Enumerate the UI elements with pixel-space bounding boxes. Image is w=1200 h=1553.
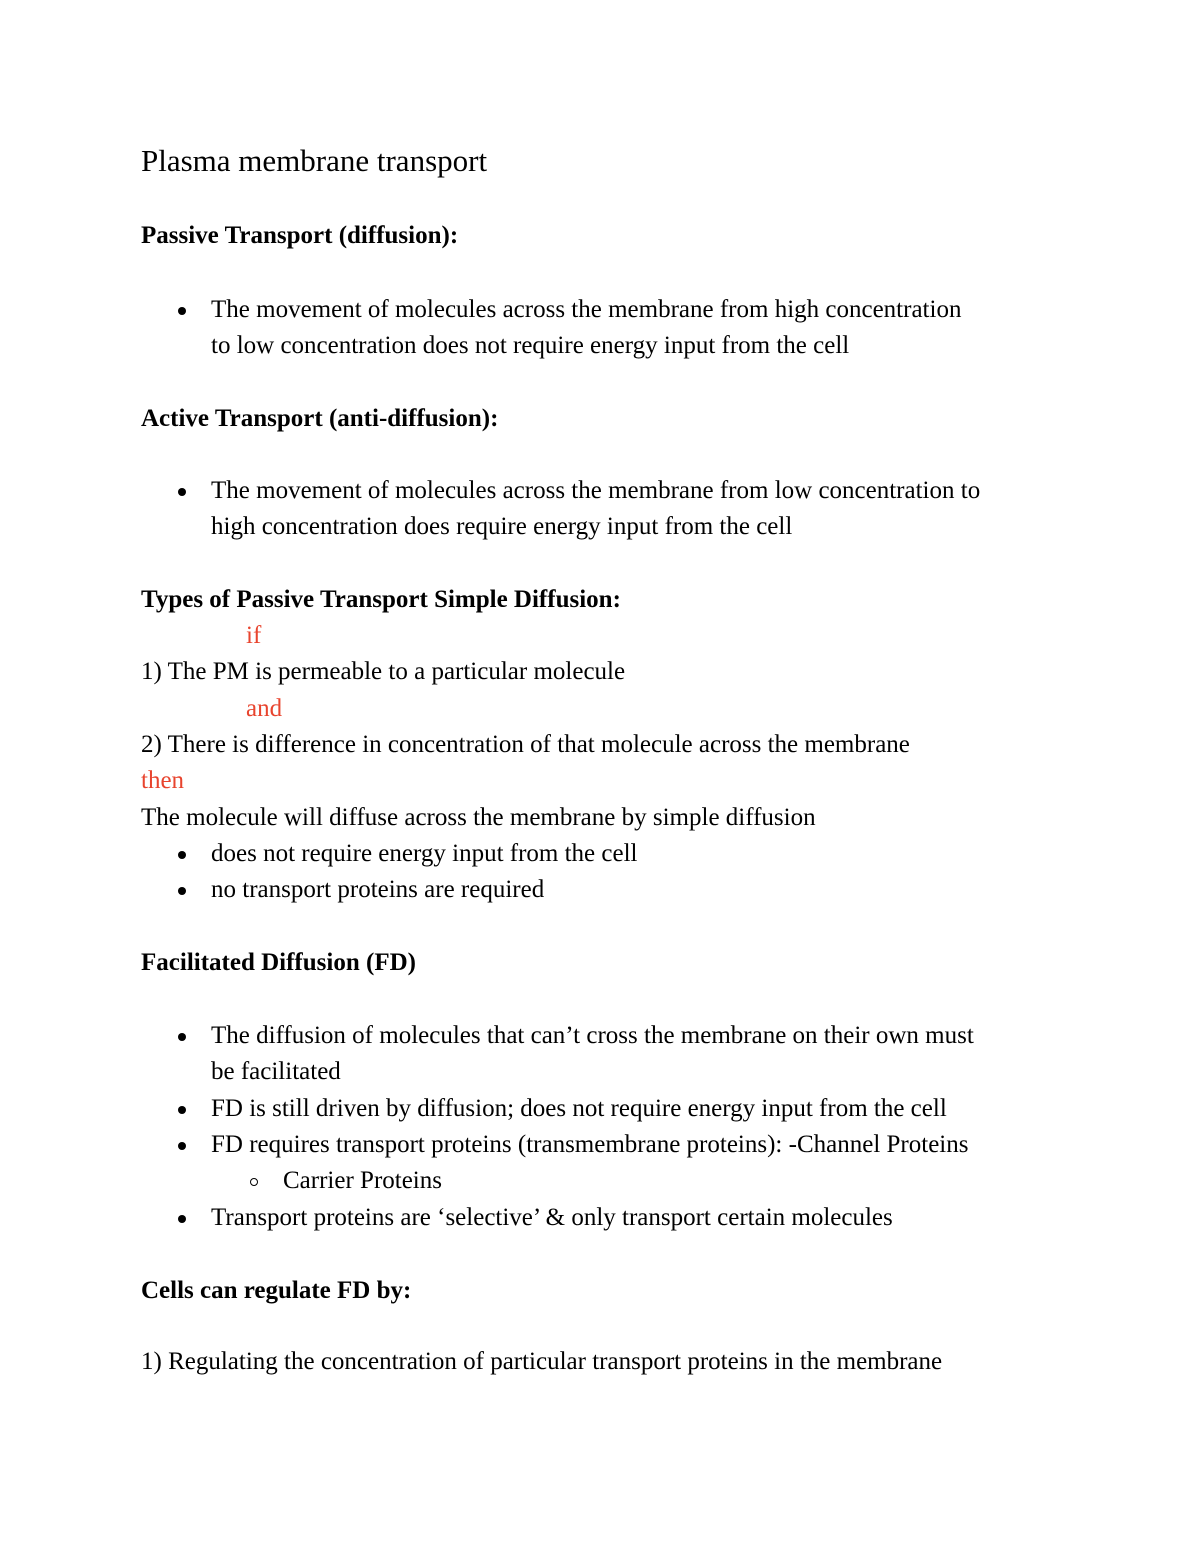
active-bullet-line1: The movement of molecules across the membrane from low concentration to bbox=[211, 477, 981, 504]
active-bullet-line2: high concentration does require energy input from the cell bbox=[211, 513, 793, 540]
then-word: then bbox=[141, 767, 185, 794]
bullet-icon bbox=[178, 307, 186, 315]
bullet-icon bbox=[178, 488, 186, 496]
fd-bullet-1-line2: be facilitated bbox=[211, 1058, 341, 1085]
passive-bullet-line2: to low concentration does not require energy input from the cell bbox=[211, 332, 850, 359]
bullet-icon bbox=[178, 851, 186, 859]
bullet-icon bbox=[178, 1215, 186, 1223]
bullet-icon bbox=[178, 1033, 186, 1041]
passive-heading: Passive Transport (diffusion): bbox=[141, 222, 459, 249]
passive-bullet-line1: The movement of molecules across the membrane from high concentration bbox=[211, 296, 962, 323]
regulate-item-1: 1) Regulating the concentration of particular transport proteins in the membrane bbox=[141, 1348, 943, 1375]
condition-2: 2) There is difference in concentration of that molecule across the membrane bbox=[141, 731, 910, 758]
if-word: if bbox=[246, 622, 262, 649]
facilitated-heading: Facilitated Diffusion (FD) bbox=[141, 949, 416, 976]
fd-bullet-2: FD is still driven by diffusion; does not require energy input from the cell bbox=[211, 1095, 947, 1122]
page-title: Plasma membrane transport bbox=[141, 143, 488, 178]
fd-bullet-3: FD requires transport proteins (transmembrane proteins): -Channel Proteins bbox=[211, 1131, 969, 1158]
fd-bullet-4: Transport proteins are ‘selective’ & only transport certain molecules bbox=[211, 1204, 893, 1231]
fd-sub-bullet: Carrier Proteins bbox=[283, 1167, 442, 1194]
active-heading: Active Transport (anti-diffusion): bbox=[141, 405, 499, 432]
types-heading: Types of Passive Transport Simple Diffusion: bbox=[141, 586, 621, 613]
fd-bullet-1-line1: The diffusion of molecules that can’t cross the membrane on their own must bbox=[211, 1022, 974, 1049]
bullet-icon bbox=[178, 1142, 186, 1150]
bullet-icon bbox=[178, 887, 186, 895]
bullet-icon bbox=[178, 1106, 186, 1114]
simple-diffusion-bullet-1: does not require energy input from the cell bbox=[211, 840, 638, 867]
condition-1: 1) The PM is permeable to a particular molecule bbox=[141, 658, 626, 685]
and-word: and bbox=[246, 695, 283, 722]
simple-diffusion-bullet-2: no transport proteins are required bbox=[211, 876, 545, 903]
result-sentence: The molecule will diffuse across the membrane by simple diffusion bbox=[141, 804, 816, 831]
regulate-heading: Cells can regulate FD by: bbox=[141, 1277, 412, 1304]
sub-bullet-icon bbox=[250, 1178, 258, 1186]
